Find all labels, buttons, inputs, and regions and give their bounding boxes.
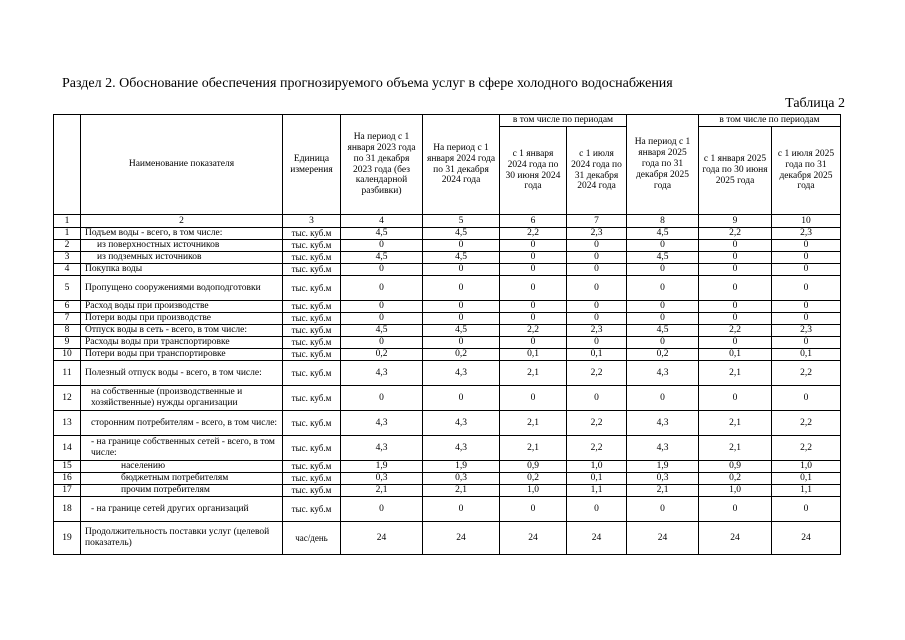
header-sub-2025: в том числе по периодам: [699, 115, 841, 127]
row-indicator-name: Покупка воды: [81, 264, 283, 276]
row-value: 0: [341, 386, 423, 411]
row-number: 7: [54, 313, 81, 325]
row-indicator-name: Продолжительность поставки услуг (целевой показатель): [81, 522, 283, 555]
row-value: 0: [627, 313, 699, 325]
row-value: 24: [772, 522, 841, 555]
row-number: 9: [54, 337, 81, 349]
row-value: 4,5: [423, 252, 500, 264]
row-value: 0: [423, 301, 500, 313]
row-value: 2,1: [423, 485, 500, 497]
row-number: 5: [54, 276, 81, 301]
row-value: 1,0: [500, 485, 567, 497]
row-value: 0: [772, 337, 841, 349]
row-value: 0: [627, 337, 699, 349]
table-body: [54, 228, 841, 555]
table-row: [54, 301, 841, 313]
column-number: 8: [627, 215, 699, 228]
row-unit: тыс. куб.м: [283, 276, 341, 301]
row-indicator-name: Расходы воды при транспортировке: [81, 337, 283, 349]
row-unit: тыс. куб.м: [283, 473, 341, 485]
row-value: 0,2: [341, 349, 423, 361]
row-value: 24: [423, 522, 500, 555]
row-value: 0: [341, 240, 423, 252]
column-number: 4: [341, 215, 423, 228]
table-row: [54, 337, 841, 349]
table-row: [54, 485, 841, 497]
row-unit: тыс. куб.м: [283, 411, 341, 436]
row-value: 0: [567, 337, 627, 349]
row-value: 0,9: [699, 461, 772, 473]
table-row: [54, 276, 841, 301]
row-value: 2,2: [772, 436, 841, 461]
table-row: [54, 522, 841, 555]
row-value: 0: [500, 337, 567, 349]
row-number: 18: [54, 497, 81, 522]
row-value: 2,2: [772, 361, 841, 386]
row-value: 0,1: [699, 349, 772, 361]
row-unit: тыс. куб.м: [283, 337, 341, 349]
row-value: 2,2: [567, 436, 627, 461]
row-value: 2,1: [341, 485, 423, 497]
row-value: 0,9: [500, 461, 567, 473]
row-value: 1,1: [567, 485, 627, 497]
row-value: 0: [423, 264, 500, 276]
row-value: 0,2: [500, 473, 567, 485]
row-value: 1,0: [772, 461, 841, 473]
row-value: 4,3: [627, 436, 699, 461]
table-row: [54, 252, 841, 264]
row-value: 4,3: [627, 361, 699, 386]
row-value: 0: [627, 240, 699, 252]
row-number: 17: [54, 485, 81, 497]
row-value: 0,3: [341, 473, 423, 485]
row-unit: тыс. куб.м: [283, 252, 341, 264]
table-row: [54, 497, 841, 522]
row-value: 0: [500, 301, 567, 313]
row-number: 4: [54, 264, 81, 276]
row-value: 2,2: [699, 228, 772, 240]
row-number: 10: [54, 349, 81, 361]
row-value: 2,1: [699, 411, 772, 436]
row-number: 15: [54, 461, 81, 473]
row-unit: тыс. куб.м: [283, 228, 341, 240]
column-number: 2: [81, 215, 283, 228]
row-value: 2,2: [567, 361, 627, 386]
table-row: [54, 264, 841, 276]
row-value: 0: [423, 497, 500, 522]
row-value: 0: [627, 386, 699, 411]
row-value: 1,9: [341, 461, 423, 473]
row-number: 8: [54, 325, 81, 337]
row-value: 2,3: [567, 228, 627, 240]
row-value: 0: [699, 313, 772, 325]
row-value: 0: [500, 240, 567, 252]
column-number: 3: [283, 215, 341, 228]
row-indicator-name: - на границе сетей других организаций: [81, 497, 283, 522]
row-indicator-name: сторонним потребителям - всего, в том числе:: [81, 411, 283, 436]
header-2024-h2: с 1 июля 2024 года по 31 декабря 2024 года: [567, 127, 627, 215]
header-num-blank: [54, 115, 81, 215]
row-value: 0: [423, 313, 500, 325]
row-unit: тыс. куб.м: [283, 264, 341, 276]
row-number: 3: [54, 252, 81, 264]
header-period-2023: На период с 1 января 2023 года по 31 декабря 2023 года (без календарной разбивки): [341, 115, 423, 215]
row-value: 0: [423, 276, 500, 301]
column-number: 1: [54, 215, 81, 228]
table-row: [54, 473, 841, 485]
row-value: 24: [341, 522, 423, 555]
row-value: 0: [772, 301, 841, 313]
row-value: 2,1: [500, 361, 567, 386]
row-value: 0: [341, 301, 423, 313]
row-value: 0,2: [423, 349, 500, 361]
header-2025-h2: с 1 июля 2025 года по 31 декабря 2025 года: [772, 127, 841, 215]
row-value: 0,1: [567, 473, 627, 485]
row-value: 4,3: [341, 436, 423, 461]
row-value: 4,5: [341, 325, 423, 337]
row-indicator-name: Пропущено сооружениями водоподготовки: [81, 276, 283, 301]
row-unit: тыс. куб.м: [283, 485, 341, 497]
row-value: 4,3: [341, 411, 423, 436]
row-unit: тыс. куб.м: [283, 240, 341, 252]
table-row: [54, 436, 841, 461]
row-value: 0: [500, 276, 567, 301]
row-value: 0: [772, 252, 841, 264]
column-number: 9: [699, 215, 772, 228]
row-unit: тыс. куб.м: [283, 313, 341, 325]
row-value: 24: [500, 522, 567, 555]
row-value: 0: [699, 337, 772, 349]
row-indicator-name: из подземных источников: [81, 252, 283, 264]
row-value: 0,1: [567, 349, 627, 361]
column-number: 6: [500, 215, 567, 228]
table-row: [54, 386, 841, 411]
row-value: 0: [341, 497, 423, 522]
row-value: 2,2: [567, 411, 627, 436]
row-number: 6: [54, 301, 81, 313]
row-indicator-name: прочим потребителям: [81, 485, 283, 497]
row-value: 24: [627, 522, 699, 555]
row-value: 4,3: [341, 361, 423, 386]
row-indicator-name: Отпуск воды в сеть - всего, в том числе:: [81, 325, 283, 337]
row-value: 4,5: [341, 228, 423, 240]
row-value: 0,2: [627, 349, 699, 361]
row-value: 0: [772, 240, 841, 252]
row-value: 2,1: [627, 485, 699, 497]
row-value: 4,3: [627, 411, 699, 436]
row-value: 0: [500, 313, 567, 325]
water-supply-table: [53, 114, 841, 555]
column-number: 7: [567, 215, 627, 228]
section-title: Раздел 2. Обоснование обеспечения прогнозируемого объема услуг в сфере холодного водоснабжения: [62, 76, 673, 91]
row-value: 0: [627, 497, 699, 522]
row-indicator-name: Подъем воды - всего, в том числе:: [81, 228, 283, 240]
row-value: 4,3: [423, 436, 500, 461]
row-indicator-name: населению: [81, 461, 283, 473]
row-indicator-name: на собственные (производственные и хозяйственные) нужды организации: [81, 386, 283, 411]
row-value: 0: [772, 264, 841, 276]
row-number: 16: [54, 473, 81, 485]
row-value: 4,5: [627, 325, 699, 337]
row-value: 0: [567, 252, 627, 264]
row-value: 1,0: [567, 461, 627, 473]
row-unit: тыс. куб.м: [283, 301, 341, 313]
row-value: 2,1: [699, 436, 772, 461]
row-value: 0: [699, 276, 772, 301]
row-value: 2,3: [772, 325, 841, 337]
row-value: 24: [567, 522, 627, 555]
row-value: 0: [699, 252, 772, 264]
row-value: 0: [341, 337, 423, 349]
table-row: [54, 240, 841, 252]
header-period-2025: На период с 1 января 2025 года по 31 декабря 2025 года: [627, 115, 699, 215]
row-unit: тыс. куб.м: [283, 325, 341, 337]
row-number: 13: [54, 411, 81, 436]
row-value: 0: [500, 386, 567, 411]
row-indicator-name: бюджетным потребителям: [81, 473, 283, 485]
row-value: 0: [423, 337, 500, 349]
row-value: 0: [423, 240, 500, 252]
row-value: 0: [567, 264, 627, 276]
row-value: 2,2: [772, 411, 841, 436]
row-value: 2,3: [772, 228, 841, 240]
row-unit: тыс. куб.м: [283, 461, 341, 473]
row-number: 11: [54, 361, 81, 386]
row-value: 4,5: [627, 252, 699, 264]
column-number-row: [54, 215, 841, 228]
row-value: 0: [772, 276, 841, 301]
row-value: 0,1: [772, 473, 841, 485]
row-value: 0: [567, 276, 627, 301]
row-indicator-name: из поверхностных источников: [81, 240, 283, 252]
row-value: 1,9: [423, 461, 500, 473]
table-row: [54, 461, 841, 473]
row-value: 0: [772, 386, 841, 411]
row-value: 0,3: [627, 473, 699, 485]
row-value: 0: [772, 497, 841, 522]
row-value: 2,3: [567, 325, 627, 337]
row-value: 24: [699, 522, 772, 555]
row-value: 0: [500, 264, 567, 276]
row-value: 0: [341, 264, 423, 276]
row-indicator-name: Расход воды при производстве: [81, 301, 283, 313]
row-number: 1: [54, 228, 81, 240]
row-value: 1,9: [627, 461, 699, 473]
row-unit: тыс. куб.м: [283, 349, 341, 361]
row-value: 2,1: [500, 411, 567, 436]
row-value: 4,5: [423, 228, 500, 240]
row-value: 0,2: [699, 473, 772, 485]
row-value: 0: [567, 240, 627, 252]
row-value: 0: [699, 497, 772, 522]
row-indicator-name: Потери воды при транспортировке: [81, 349, 283, 361]
row-value: 1,0: [699, 485, 772, 497]
row-indicator-name: Полезный отпуск воды - всего, в том числе:: [81, 361, 283, 386]
row-value: 4,5: [423, 325, 500, 337]
row-value: 0,3: [423, 473, 500, 485]
table-row: [54, 349, 841, 361]
row-value: 4,3: [423, 361, 500, 386]
row-unit: тыс. куб.м: [283, 497, 341, 522]
table-row: [54, 361, 841, 386]
column-number: 10: [772, 215, 841, 228]
row-unit: тыс. куб.м: [283, 436, 341, 461]
row-value: 2,1: [699, 361, 772, 386]
row-value: 2,2: [699, 325, 772, 337]
row-unit: тыс. куб.м: [283, 386, 341, 411]
row-value: 0,1: [500, 349, 567, 361]
header-period-2024: На период с 1 января 2024 года по 31 декабря 2024 года: [423, 115, 500, 215]
header-2025-h1: с 1 января 2025 года по 30 июня 2025 года: [699, 127, 772, 215]
row-value: 0: [567, 301, 627, 313]
row-value: 0: [567, 386, 627, 411]
header-2024-h1: с 1 января 2024 года по 30 июня 2024 года: [500, 127, 567, 215]
table-row: [54, 411, 841, 436]
row-unit: час/день: [283, 522, 341, 555]
row-value: 0: [699, 264, 772, 276]
row-value: 2,2: [500, 228, 567, 240]
row-number: 2: [54, 240, 81, 252]
row-value: 0: [341, 313, 423, 325]
row-number: 14: [54, 436, 81, 461]
header-sub-2024: в том числе по периодам: [500, 115, 627, 127]
table-label: Таблица 2: [785, 96, 845, 111]
row-value: 4,5: [341, 252, 423, 264]
row-unit: тыс. куб.м: [283, 361, 341, 386]
row-indicator-name: Потери воды при производстве: [81, 313, 283, 325]
row-value: 4,5: [627, 228, 699, 240]
row-value: 2,2: [500, 325, 567, 337]
row-value: 0: [567, 497, 627, 522]
table-row: [54, 325, 841, 337]
column-number: 5: [423, 215, 500, 228]
table-row: [54, 228, 841, 240]
row-value: 0: [500, 497, 567, 522]
row-value: 0,1: [772, 349, 841, 361]
row-number: 19: [54, 522, 81, 555]
header-name: Наименование показателя: [81, 115, 283, 215]
row-indicator-name: - на границе собственных сетей - всего, в том числе:: [81, 436, 283, 461]
row-value: 0: [423, 386, 500, 411]
row-value: 0: [699, 301, 772, 313]
row-value: 0: [500, 252, 567, 264]
row-value: 0: [627, 301, 699, 313]
row-value: 0: [567, 313, 627, 325]
row-value: 0: [699, 386, 772, 411]
row-value: 4,3: [423, 411, 500, 436]
row-number: 12: [54, 386, 81, 411]
row-value: 0: [627, 276, 699, 301]
row-value: 1,1: [772, 485, 841, 497]
row-value: 0: [627, 264, 699, 276]
header-unit: Единица измерения: [283, 115, 341, 215]
row-value: 0: [341, 276, 423, 301]
table-row: [54, 313, 841, 325]
row-value: 2,1: [500, 436, 567, 461]
row-value: 0: [699, 240, 772, 252]
row-value: 0: [772, 313, 841, 325]
